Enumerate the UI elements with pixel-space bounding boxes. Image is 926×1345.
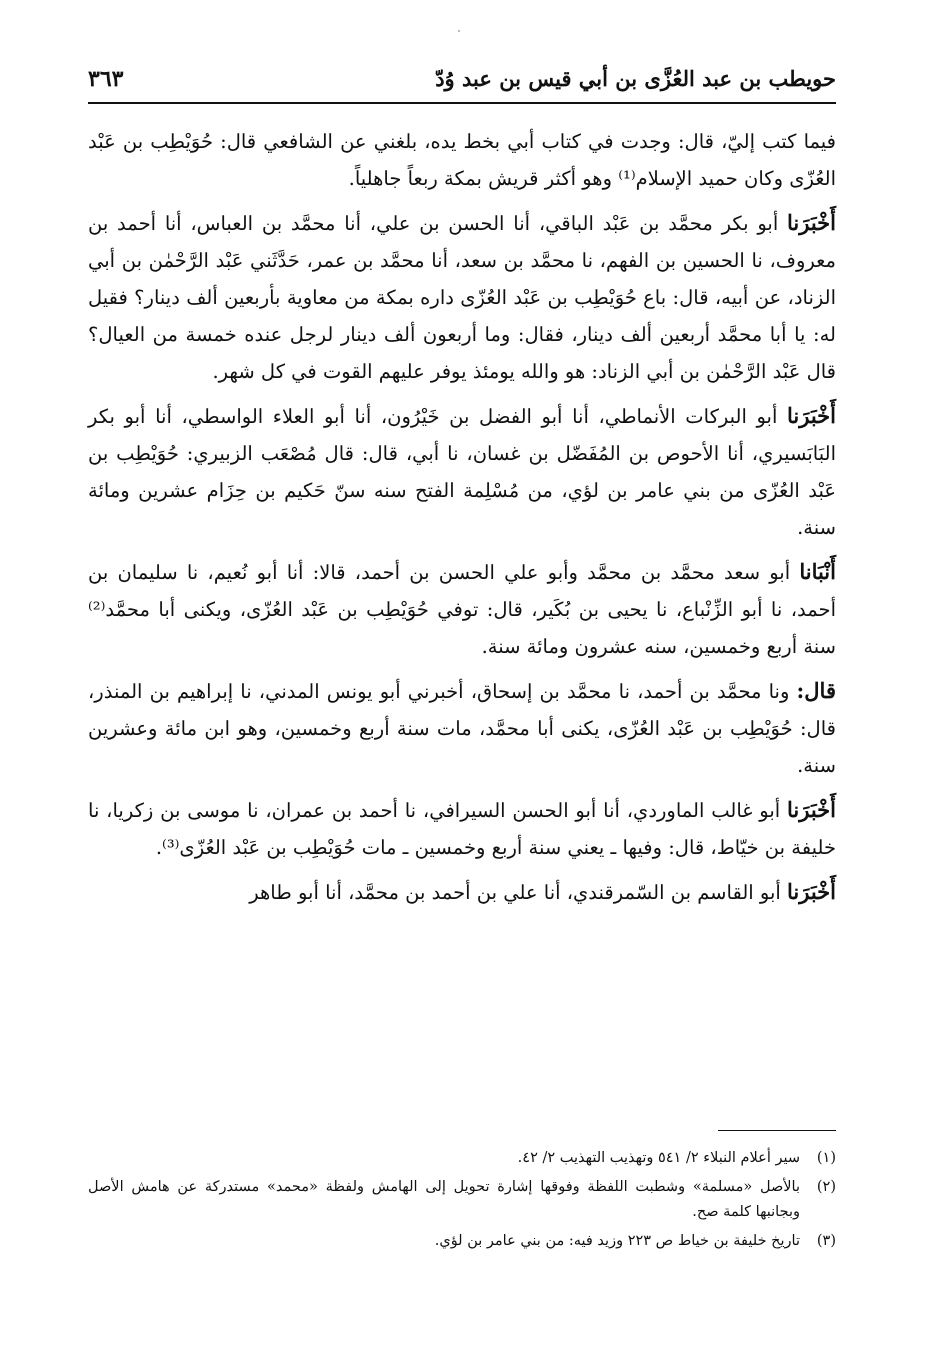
paragraph bbox=[88, 672, 836, 784]
footnote-text: تاريخ خليفة بن خياط ص ٢٢٣ وزيد فيه: من بني عامر بن لؤي. bbox=[434, 1233, 800, 1249]
paragraph-text: أبو القاسم بن السّمرقندي، أنا علي بن أحمد بن محمَّد، أنا أبو طاهر bbox=[249, 881, 788, 904]
footnote-number: (٣) bbox=[816, 1233, 836, 1249]
page-number: ٣٦٣ bbox=[88, 66, 124, 92]
footnote bbox=[88, 1146, 836, 1171]
footnote-rule bbox=[718, 1130, 836, 1131]
paragraph-lead: أَنْبَانا bbox=[799, 559, 836, 584]
body-text bbox=[88, 122, 836, 918]
footnote bbox=[88, 1229, 836, 1254]
page-header bbox=[88, 62, 836, 102]
footnote bbox=[88, 1175, 836, 1225]
paragraph-lead: أَخْبَرَنا bbox=[787, 879, 836, 904]
paragraph bbox=[88, 873, 836, 911]
paragraph-text: أبو بكر محمَّد بن عَبْد الباقي، أنا الحسن بن علي، أنا محمَّد بن العباس، أنا أحمد بن معروف، نا الحسين بن الفهم، نا محمَّد بن سعد، أنا محمَّد بن عمر، حَدَّثَني عَبْد الرَّحْمٰن بن أبي الزناد، عن أبيه، قال: باع حُوَيْطِب بن عَبْد العُزّى داره بمكة من معاوية بأربعين ألف دينار؟ فقيل له: يا أبا محمَّد أربعين ألف دينار، فقال: وما أربعون ألف دينار لرجل عنده خمسة من العيال؟ قال عَبْد الرَّحْمٰن بن أبي الزناد: هو والله يومئذ يوفر عليهم القوت في كل شهر. bbox=[88, 212, 837, 383]
paragraph-text: ونا محمَّد بن أحمد، نا محمَّد بن إسحاق، أخبرني أبو يونس المدني، نا إبراهيم بن المنذر، قال: حُوَيْطِب بن عَبْد العُزّى، يكنى أبا محمَّد، مات سنة أربع وخمسين، وهو ابن مائة وعشرين سنة. bbox=[88, 680, 836, 777]
paragraph-lead: قال: bbox=[796, 678, 836, 703]
paragraph bbox=[88, 204, 836, 390]
paragraph bbox=[88, 791, 836, 866]
paragraph-text: أبو غالب الماوردي، أنا أبو الحسن السيرافي، نا أحمد بن عمران، نا موسى بن زكريا، نا خليفة بن خيّاط، قال: وفيها ـ يعني سنة أربع وخمسين ـ مات حُوَيْطِب بن عَبْد العُزّى⁽³⁾. bbox=[88, 799, 836, 859]
paragraph-lead: أَخْبَرَنا bbox=[787, 797, 836, 822]
paragraph bbox=[88, 553, 836, 665]
footnote-text: سير أعلام النبلاء ٢/ ٥٤١ وتهذيب التهذيب ٢/ ٤٢. bbox=[517, 1150, 800, 1166]
footnote-number: (١) bbox=[816, 1150, 836, 1166]
paragraph-lead: أَخْبَرَنا bbox=[787, 403, 836, 428]
paragraph-text: أبو البركات الأنماطي، أنا أبو الفضل بن خَيْرُون، أنا أبو العلاء الواسطي، أنا أبو بكر البَابَسيري، أنا الأحوص بن المُفَضّل بن غسان، نا أبي، قال: قال مُصْعَب الزبيري: حُوَيْطِب بن عَبْد العُزّى من بني عامر بن لؤي، من مُسْلِمة الفتح سنه سنّ حَكيم بن حِزَام عشرين ومائة سنة. bbox=[88, 405, 836, 539]
header-rule bbox=[88, 102, 836, 104]
footnote-number: (٢) bbox=[816, 1179, 836, 1195]
paragraph bbox=[88, 397, 836, 546]
paragraph-text: فيما كتب إليّ، قال: وجدت في كتاب أبي بخط يده، بلغني عن الشافعي قال: حُوَيْطِب بن عَبْد العُزّى وكان حميد الإسلام⁽¹⁾ وهو أكثر قريش بمكة ربعاً جاهلياً. bbox=[88, 130, 836, 190]
footnote-text: بالأصل «مسلمة» وشطبت اللفظة وفوقها إشارة تحويل إلى الهامش ولفظة «محمد» مستدركة عن هامش الأصل وبجانبها كلمة صح. bbox=[88, 1179, 800, 1220]
footnotes bbox=[88, 1146, 836, 1258]
paragraph-lead: أَخْبَرَنا bbox=[787, 210, 836, 235]
paragraph-text: أبو سعد محمَّد بن محمَّد وأبو علي الحسن بن أحمد، قالا: أنا أبو نُعيم، نا سليمان بن أحمد، نا أبو الزِّنْباع، نا يحيى بن بُكَير، قال: توفي حُوَيْطِب بن عَبْد العُزّى، ويكنى أبا محمَّد⁽²⁾ سنة أربع وخمسين، سنه عشرون ومائة سنة. bbox=[88, 561, 836, 658]
running-title: حويطب بن عبد العُزَّى بن أبي قيس بن عبد وُدّ bbox=[435, 66, 836, 91]
paragraph bbox=[88, 122, 836, 197]
scan-mark bbox=[458, 30, 460, 32]
